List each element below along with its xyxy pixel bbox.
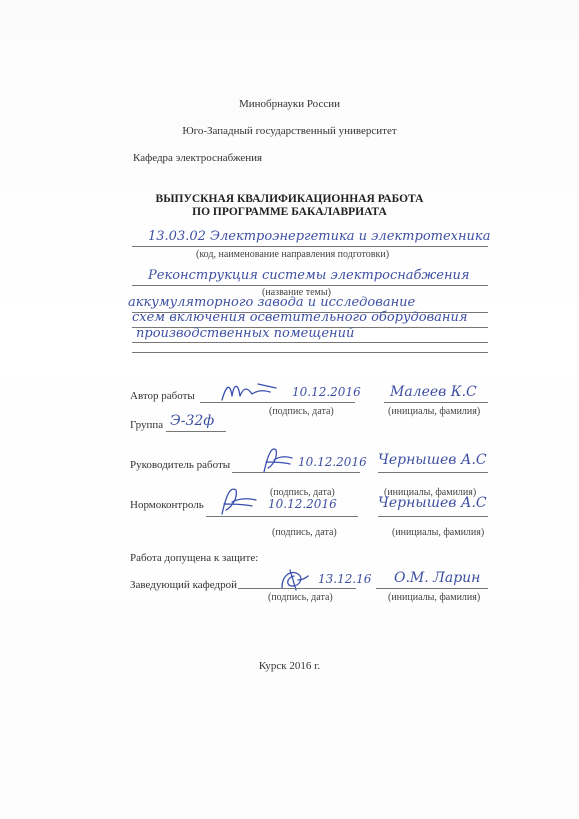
normcontrol-sign-caption: (подпись, дата) [272,527,337,538]
author-name-underline [384,402,488,403]
topic-underline-4 [132,342,488,343]
normcontrol-signature-icon [214,484,260,518]
direction-caption: (код, наименование направления подготовки) [196,249,390,260]
topic-caption: (название темы) [262,287,331,298]
author-date: 10.12.2016 [292,385,361,399]
head-of-dept-name: О.М. Ларин [394,570,481,586]
normcontrol-date: 10.12.2016 [268,497,337,511]
city-year: Курск 2016 г. [258,660,321,672]
topic-line-3: схем включения осветительного оборудования [132,310,468,325]
head-of-dept-name-caption: (инициалы, фамилия) [388,592,481,603]
direction-underline [132,246,488,247]
normcontrol-name-caption: (инициалы, фамилия) [392,527,485,538]
supervisor-label: Руководитель работы [130,459,231,471]
author-sign-caption: (подпись, дата) [269,406,334,417]
normcontrol-name: Чернышев А.С [378,495,487,511]
author-name: Малеев К.С [390,384,477,400]
department-name: Кафедра электроснабжения [133,152,263,164]
topic-line-1: Реконструкция системы электроснабжения [148,268,470,283]
university-name: Юго-Западный государственный университет [182,125,397,137]
group-label: Группа [130,419,164,431]
supervisor-sign-underline [232,472,360,473]
normcontrol-sign-underline [206,516,358,517]
topic-line-2: аккумуляторного завода и исследование [128,295,416,310]
supervisor-name-underline [378,472,488,473]
direction-value: 13.03.02 Электроэнергетика и электротехника [148,229,491,244]
supervisor-date: 10.12.2016 [298,455,367,469]
author-sign-underline [200,402,355,403]
admission-text: Работа допущена к защите: [130,552,259,564]
supervisor-sign-caption: (подпись, дата) [270,487,335,498]
title-line-1: ВЫПУСКНАЯ КВАЛИФИКАЦИОННАЯ РАБОТА [155,193,424,205]
topic-underline-5 [132,352,488,353]
supervisor-name-caption: (инициалы, фамилия) [384,487,477,498]
head-of-dept-sign-caption: (подпись, дата) [268,592,333,603]
title-line-2: ПО ПРОГРАММЕ БАКАЛАВРИАТА [192,206,387,218]
topic-line-4: производственных помещений [136,326,355,341]
ministry-name: Минобрнауки России [239,98,340,110]
normcontrol-label: Нормоконтроль [130,499,204,511]
head-of-dept-name-underline [376,588,488,589]
author-label: Автор работы [130,390,195,402]
group-value: Э-32ф [170,413,215,429]
group-underline [166,431,226,432]
supervisor-name: Чернышев А.С [378,452,487,468]
head-of-dept-sign-underline [238,588,356,589]
head-of-dept-date: 13.12.16 [318,572,372,586]
author-name-caption: (инициалы, фамилия) [388,406,481,417]
head-of-dept-label: Заведующий кафедрой [130,579,237,591]
normcontrol-name-underline [378,516,488,517]
